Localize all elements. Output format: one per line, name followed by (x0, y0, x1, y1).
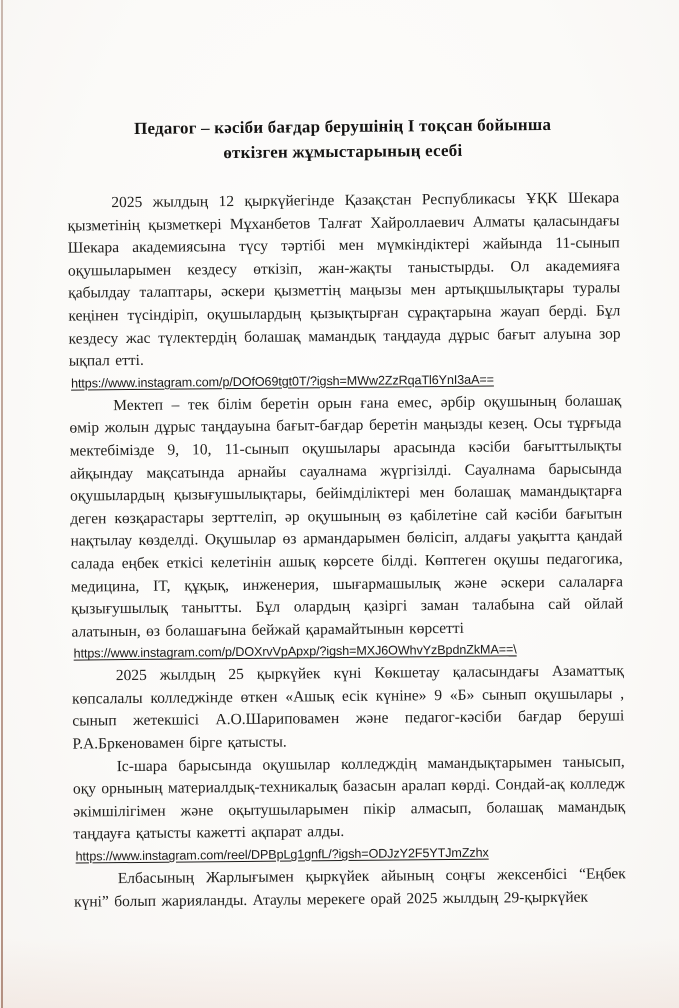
document-body (67, 187, 626, 913)
paragraph: 2025 жылдың 25 қыркүйек күні Көкшетау қаласындағы Азаматтық көпсалалы колледжінде өткен «Ашық есік күніне» 9 «Б» сынып оқушылары , сынып жетекшісі А.О.Шариповамен және педагог-кәсіби бағдар беруші Р.А.Бркеновамен бірге қатысты. (71, 662, 625, 753)
instagram-link[interactable]: https://www.instagram.com/p/DOfO69tgt0T/?igsh=MWw2ZzRqaTl6YnI3aA== (70, 372, 494, 391)
instagram-link[interactable]: https://www.instagram.com/p/DOXrvVpApxp/?igsh=MXJ6OWhvYzBpdnZkMA==\ (73, 642, 517, 661)
paragraph: 2025 жылдың 12 қыркүйегінде Қазақстан Республикасы ҰҚК Шекара қызметінің қызметкері Мұханбетов Талғат Хайроллаевич Алматы қаласындағы Шекара академиясына түсу тәртібі мен мүмкіндіктері жайында 11-сынып оқушыларымен кездесу өткізіп, жан-жақты таныстырды. Ол академияға қабылдау талаптары, әскери қызметтің маңызы мен артықшылықтары туралы кеңінен түсіндіріп, оқушылардың қызықтырған сұрақтарына жауап берді. Бұл кездесу жас түлектердің болашақ мамандық таңдауда дұрыс бағыт алуына зор ықпал етті. (67, 189, 621, 370)
instagram-link[interactable]: https://www.instagram.com/reel/DPBpLg1gnfL/?igsh=ODJzY2F5YTJmZzhx (75, 845, 489, 864)
document-title (66, 111, 618, 166)
paragraph: Іс-шара барысында оқушылар колледждің мамандықтарымен танысып, оқу орнының материалдық-техникалық базасын аралап көрді. Сондай-ақ колледж әкімшілігімен және оқытушыларымен пікір алмасып, болашақ мамандық таңдауға қатысты кажетті ақпарат алды. (72, 752, 626, 844)
title-line-1: Педагог – кәсіби бағдар берушінің I тоқсан бойынша (133, 114, 552, 138)
paragraph: Мектеп – тек білім беретін орын ғана емес, әрбір оқушының болашақ өмір жолын дұрыс таңдауына бағыт-бағдар беретін маңызды кезең. Осы тұрғыда мектебімізде 9, 10, 11-сынып оқушылары арасында кәсіби бағыттылықты айқындау мақсатында арнайы сауалнама жүргізілді. Сауалнама барысында оқушылардың қызығушылықтары, бейімділіктері мен болашақ мамандықтарға деген көзқарастары зерттеліп, әр оқушының өз қабілетіне сай кәсіби бағытын нақтылау көзделді. Оқушылар өз армандарымен бөлісіп, алдағы уақытта қандай салада еңбек еткісі келетінін ашық көрсете білді. Көптеген оқушы педагогика, медицина, IT, құқық, инженерия, шығармашылық және әскери салаларға қызығушылық танытты. Бұл олардың қазіргі заман талабына сай ойлай алатынын, өз болашағына бейжай қарамайтынын көрсетті (69, 392, 624, 641)
paragraph: Елбасының Жарлығымен қыркүйек айының соңғы жексенбісі “Еңбек күні” болып жарияланды. Атаулы мерекеге орай 2025 жылдың 29-қыркүйек (73, 865, 626, 911)
title-line-2: өткізген жұмыстарының есебі (223, 140, 463, 163)
